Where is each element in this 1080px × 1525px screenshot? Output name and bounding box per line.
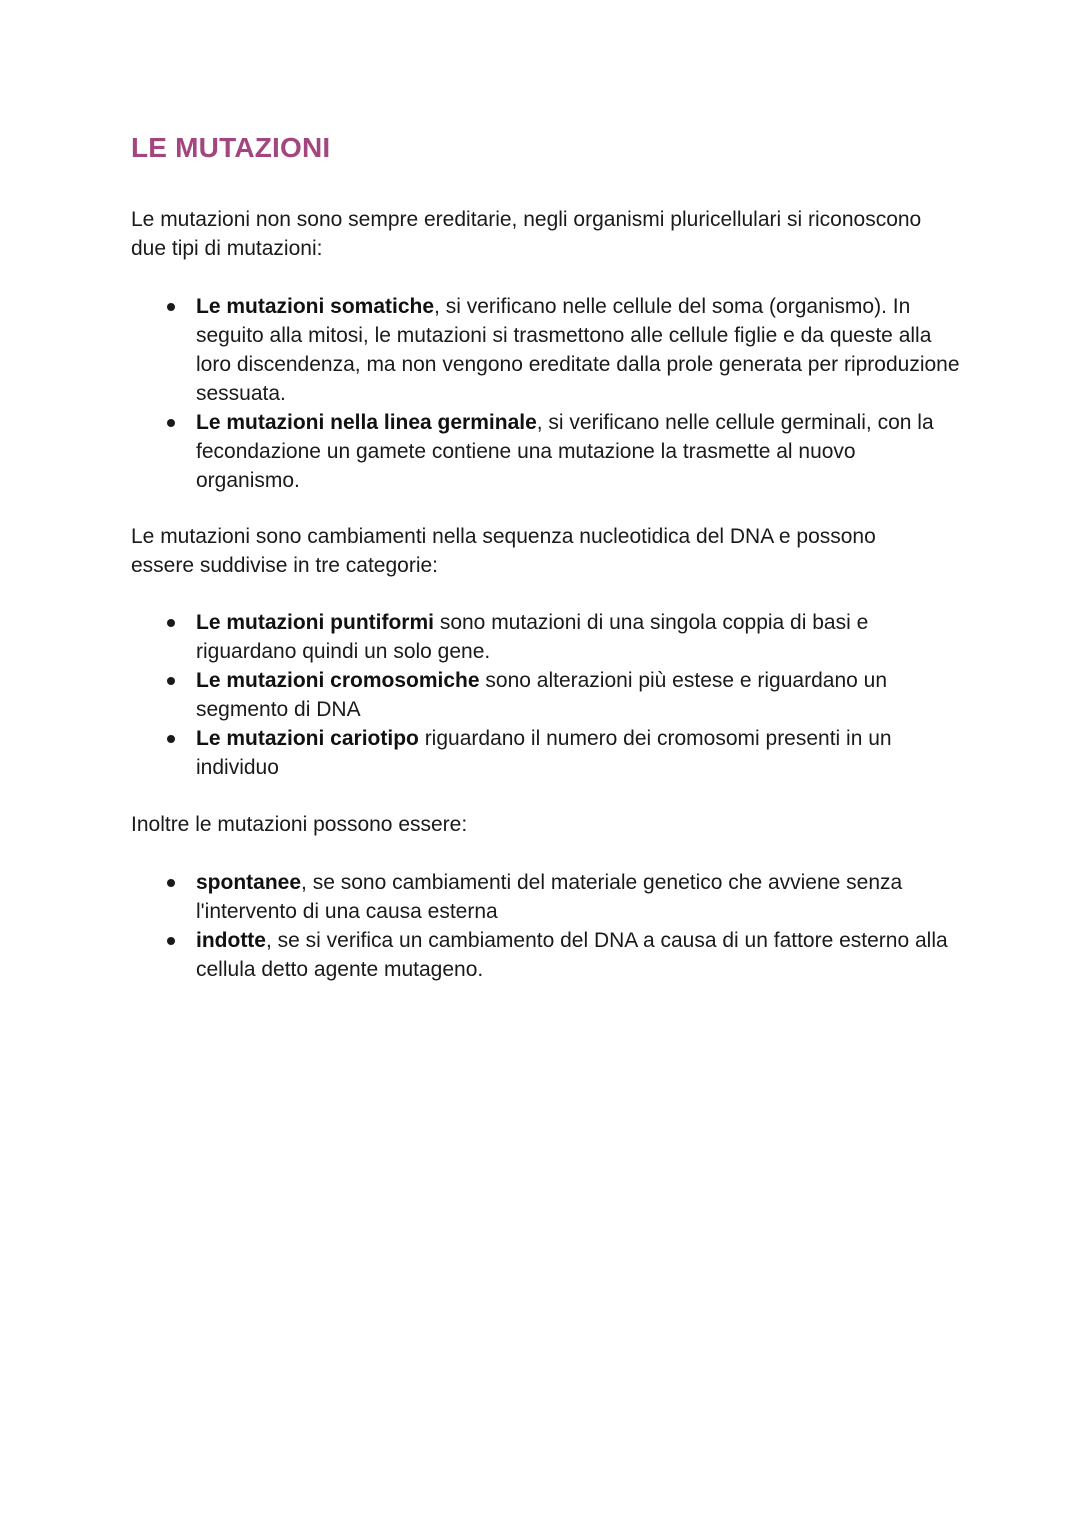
list-item-term: Le mutazioni cariotipo <box>196 727 419 750</box>
list-item-text: , si verificano nelle cellule germinali, con la fecondazione un gamete contiene una mutazione la trasmette al nuovo organismo. <box>196 411 934 492</box>
bullet-icon <box>167 303 175 311</box>
list-item <box>131 292 961 408</box>
bullet-icon <box>167 619 175 627</box>
list-item <box>131 724 961 782</box>
bullet-icon <box>167 879 175 887</box>
list-item-text: sono alterazioni più estese e riguardano un segmento di DNA <box>196 669 888 721</box>
list-item <box>131 608 961 666</box>
list-item <box>131 868 961 926</box>
list-item <box>131 666 961 724</box>
intro-paragraph: Le mutazioni non sono sempre ereditarie, negli organismi pluricellulari si riconoscono due tipi di mutazioni: <box>131 208 922 260</box>
categories-paragraph: Le mutazioni sono cambiamenti nella sequenza nucleotidica del DNA e possono essere suddivise in tre categorie: <box>131 525 876 577</box>
bullet-icon <box>167 677 175 685</box>
list-item <box>131 408 961 495</box>
list-item-term: indotte <box>196 929 266 952</box>
list-item-text: , si verificano nelle cellule del soma (organismo). In seguito alla mitosi, le mutazioni si trasmettono alle cellule figlie e da queste alla loro discendenza, ma non vengono ereditate dalla prole generata per riproduzione sessuata. <box>196 295 960 405</box>
list-item-text: riguardano il numero dei cromosomi presenti in un individuo <box>196 727 892 779</box>
list-item-text: , se si verifica un cambiamento del DNA a causa di un fattore esterno alla cellula detto agente mutageno. <box>196 929 948 981</box>
list-item-term: Le mutazioni cromosomiche <box>196 669 480 692</box>
page-title: LE MUTAZIONI <box>131 132 331 163</box>
bullet-icon <box>167 419 175 427</box>
list-item <box>131 926 961 984</box>
bullet-icon <box>167 735 175 743</box>
bullet-icon <box>167 937 175 945</box>
list-item-term: spontanee <box>196 871 302 894</box>
categories-list <box>131 608 961 782</box>
list-item-term: Le mutazioni nella linea germinale <box>196 411 537 434</box>
list-item-text: sono mutazioni di una singola coppia di basi e riguardano quindi un solo gene. <box>196 611 869 663</box>
list-item-text: , se sono cambiamenti del materiale genetico che avviene senza l'intervento di una causa esterna <box>196 871 903 923</box>
list-item-term: Le mutazioni puntiformi <box>196 611 434 634</box>
list-item-term: Le mutazioni somatiche <box>196 295 435 318</box>
types-paragraph: Inoltre le mutazioni possono essere: <box>131 813 468 836</box>
types-list <box>131 868 961 984</box>
somatic-germline-list <box>131 292 961 495</box>
